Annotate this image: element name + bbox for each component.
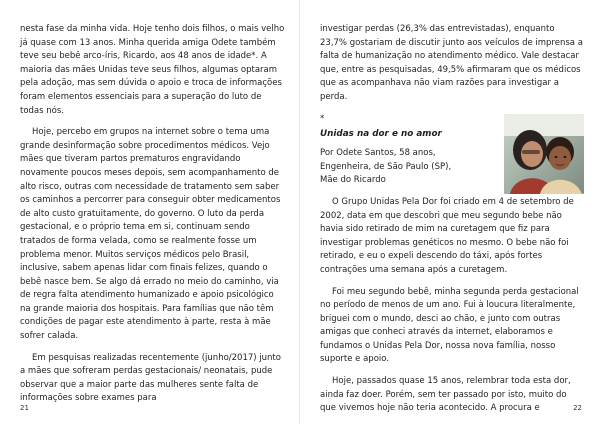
byline-line: Engenheira, de São Paulo (SP), [320,161,452,172]
byline-line: Por Odete Santos, 58 anos, [320,148,436,159]
body-paragraph: nesta fase da minha vida. Hoje tenho dois filhos, o mais velho já quase com 13 anos. Minha querida amiga Odete também teve seu bebê arco-íris, Ricardo, aos 48 anos de idade*. A maioria das mães Unidas teve seus filhos, algumas optaram pela adoção, mas sem dúvida o apoio e troca de informações foram elementos essenciais para a superação do luto de todas nós. [20,24,285,116]
body-paragraph: investigar perdas (26,3% das entrevistadas), enquanto 23,7% gostariam de discutir junto aos veículos de imprensa a falta de humanização no atendimento médico. Vale destacar que, entre as pesquisadas, 49,5% afirmaram que os médicos que as acompanhava não viam razões para investigar a perda. [320,24,583,102]
body-paragraph: Hoje, percebo em grupos na internet sobre o tema uma grande desinformação sobre procedimentos médicos. Vejo mães que tiveram partos prematuros engravidando novamente poucos meses depois, sem acompanhamento de alto risco, outras com necessidade de tratamento sem saber os caminhos a percorrer para conseguir obter medicamentos de alto custo gratuitamente, do governo. O luto da perda gestacional, e o próprio tema em si, continuam sendo tratados de forma velada, como se realmente fosse um problema menor. Muitos serviços médicos pelo Brasil, inclusive, sabem apenas lidar com finais felizes, quando o bebê nasce bem. Se algo dá errado no meio do caminho, via de regra falta atendimento humanizado e apoio psicológico na grande maioria dos hospitais. Para famílias que não têm condições de pagar este atendimento à parte, resta à mãe sofrer calada. [20,127,281,342]
byline [320,147,496,188]
page-number: 22 [573,404,582,412]
body-paragraph: Hoje, passados quase 15 anos, relembrar toda esta dor, ainda faz doer. Porém, sem ter passado por isto, muito do que vivemos hoje não teria acontecido. A procura e [320,376,571,414]
page-number: 21 [20,404,29,412]
body-paragraph: Foi meu segundo bebê, minha segunda perda gestacional no período de menos de um ano. Fui à loucura literalmente, briguei com o mundo, desci ao chão, e junto com outras amigas que conheci através da internet, elaboramos e fundamos o Unidas Pela Dor, nossa nova família, nosso suporte e apoio. [320,286,579,365]
article-title: Unidas na dor e no amor [320,128,442,139]
article-block [320,128,584,188]
byline-line: Mãe do Ricardo [320,175,386,186]
body-paragraph: Em pesquisas realizadas recentemente (junho/2017) junto a mães que sofreram perdas gestacionais/ neonatais, pude observar que a maior parte das mulheres sente falta de informações sobre exames para [20,352,281,404]
body-paragraph: O Grupo Unidas Pela Dor foi criado em 4 de setembro de 2002, data em que descobri que meu segundo bebe não havia sido retirado de mim na curetagem que fiz para investigar problemas genéticos no mesmo. O bebe não foi retirado, e eu o expeli descendo do táxi, após fortes contrações uma semana após a curetagem. [320,196,574,275]
right-page [300,0,600,424]
author-photo [504,114,584,194]
footnote-marker: * [320,113,325,124]
